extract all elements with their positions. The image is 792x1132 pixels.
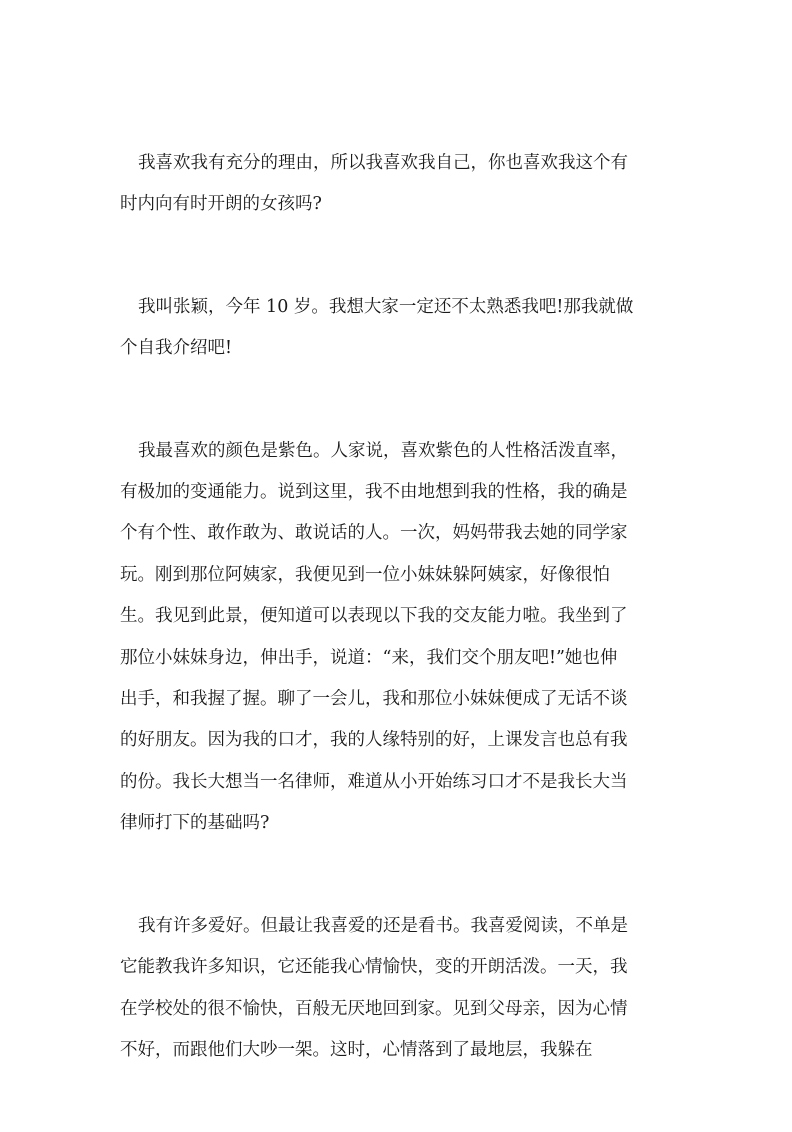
paragraph-2: 我叫张颖，今年 10 岁。我想大家一定还不太熟悉我吧!那我就做 个自我介绍吧! xyxy=(120,296,634,359)
paragraph-3: 我最喜欢的颜色是紫色。人家说，喜欢紫色的人性格活泼直率， 有极加的变通能力。说到这里，我不由地想到我的性格，我的确是 个有个性、敢作敢为、敢说话的人。一次，妈妈带我去她的同学家 玩。刚到那位阿姨家，我便见到一位小妹妹躲阿姨家，好像很怕 生。我见到此景，便知道可以表现以下我的交友能力啦。我坐到了 那位小妹妹身边，伸出手，说道：“来，我们交个朋友吧!”她也伸 出手，和我握了握。聊了一会儿，我和那位小妹妹便成了无话不谈 的好朋友。因为我的口才，我的人缘特别的好，上课发言也总有我 的份。我长大想当一名律师，难道从小开始练习口才不是我长大当 律师打下的基础吗? xyxy=(120,440,628,834)
paragraph-1: 我喜欢我有充分的理由，所以我喜欢我自己，你也喜欢我这个有 时内向有时开朗的女孩吗? xyxy=(120,153,628,215)
paragraph-4: 我有许多爱好。但最让我喜爱的还是看书。我喜爱阅读，不单是 它能教我许多知识，它还能我心情愉快，变的开朗活泼。一天，我 在学校处的很不愉快，百般无厌地回到家。见到父母亲，因为心情 不好，而跟他们大吵一架。这时，心情落到了最地层，我躲在 xyxy=(120,915,628,1060)
document-body xyxy=(120,143,672,1132)
